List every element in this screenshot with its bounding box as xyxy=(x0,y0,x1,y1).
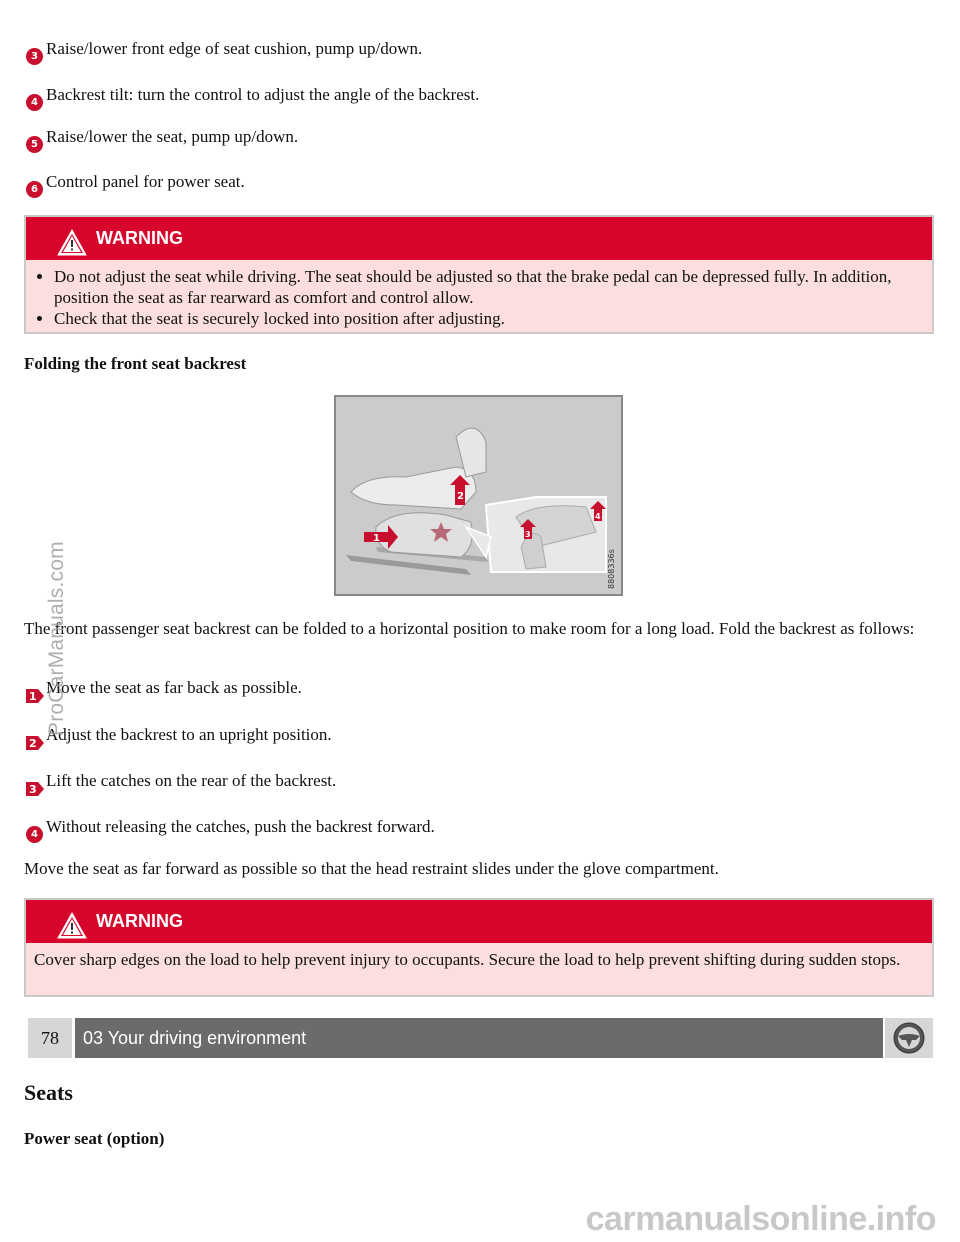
intro-paragraph: The front passenger seat backrest can be folded to a horizontal position to make room for a long load. Fold the backrest as follows: xyxy=(24,619,915,638)
figure-label: 2 xyxy=(457,491,464,502)
warning-bullet: • Do not adjust the seat while driving. The seat should be adjusted so that the brake pedal can be depressed fully. In addition, position the seat as far rearward as comfort and control allow. xyxy=(54,266,924,308)
step-arrow-icon xyxy=(26,687,44,705)
item-text: Raise/lower the seat, pump up/down. xyxy=(46,127,299,146)
warning-box xyxy=(24,215,934,334)
item-text: Backrest tilt: turn the control to adjust the angle of the backrest. xyxy=(46,85,480,104)
figure-label: 4 xyxy=(595,512,601,521)
warning-title: WARNING xyxy=(96,911,183,931)
list-item xyxy=(26,38,422,65)
after-steps-paragraph: Move the seat as far forward as possible so that the head restraint slides under the glove compartment. xyxy=(24,859,719,878)
svg-text:3: 3 xyxy=(29,783,37,796)
step-text: Move the seat as far back as possible. xyxy=(46,678,302,697)
warning-bullet: • Check that the seat is securely locked into position after adjusting. xyxy=(54,308,924,329)
seat-illustration xyxy=(336,397,621,594)
svg-text:2: 2 xyxy=(29,737,37,750)
warning-header xyxy=(26,900,932,943)
warning-box xyxy=(24,898,934,997)
number-badge-icon: 4 xyxy=(26,94,43,111)
section-heading: Folding the front seat backrest xyxy=(24,354,247,373)
chapter-title: 03 Your driving environment xyxy=(75,1018,883,1058)
number-badge-icon: 6 xyxy=(26,181,43,198)
step-text: Lift the catches on the rear of the backrest. xyxy=(46,771,337,790)
step-arrow-icon xyxy=(26,780,44,798)
chapter-footer xyxy=(28,1018,933,1058)
step-arrow-icon xyxy=(26,734,44,752)
svg-text:1: 1 xyxy=(29,690,37,703)
figure-label: 3 xyxy=(525,530,531,539)
list-item xyxy=(26,126,298,153)
step-text: Without releasing the catches, push the backrest forward. xyxy=(46,817,435,836)
side-watermark: ProCarManuals.com xyxy=(45,541,68,736)
subheading: Power seat (option) xyxy=(24,1129,165,1148)
step-item xyxy=(26,770,336,798)
number-badge-icon: 3 xyxy=(26,48,43,65)
bottom-watermark: carmanualsonline.info xyxy=(585,1200,936,1238)
step-item xyxy=(26,816,435,843)
figure-code: 8808336s xyxy=(607,549,616,589)
list-item xyxy=(26,171,245,198)
number-badge-icon: 4 xyxy=(26,826,43,843)
page-title: Seats xyxy=(24,1080,73,1105)
number-badge-icon: 5 xyxy=(26,136,43,153)
warning-header xyxy=(26,217,932,260)
figure-label: 1 xyxy=(373,533,380,544)
item-text: Raise/lower front edge of seat cushion, pump up/down. xyxy=(46,39,423,58)
warning-body: Cover sharp edges on the load to help prevent injury to occupants. Secure the load to help prevent shifting during sudden stops. xyxy=(34,950,901,969)
step-text: Adjust the backrest to an upright position. xyxy=(46,725,332,744)
steering-wheel-icon xyxy=(885,1018,933,1058)
item-text: Control panel for power seat. xyxy=(46,172,245,191)
warning-title: WARNING xyxy=(96,228,183,248)
warning-triangle-icon xyxy=(56,228,88,258)
warning-triangle-icon xyxy=(56,911,88,941)
page-number: 78 xyxy=(28,1018,72,1058)
list-item xyxy=(26,84,479,111)
warning-body xyxy=(26,260,932,335)
seat-folding-figure xyxy=(334,395,623,596)
step-item xyxy=(26,724,332,752)
